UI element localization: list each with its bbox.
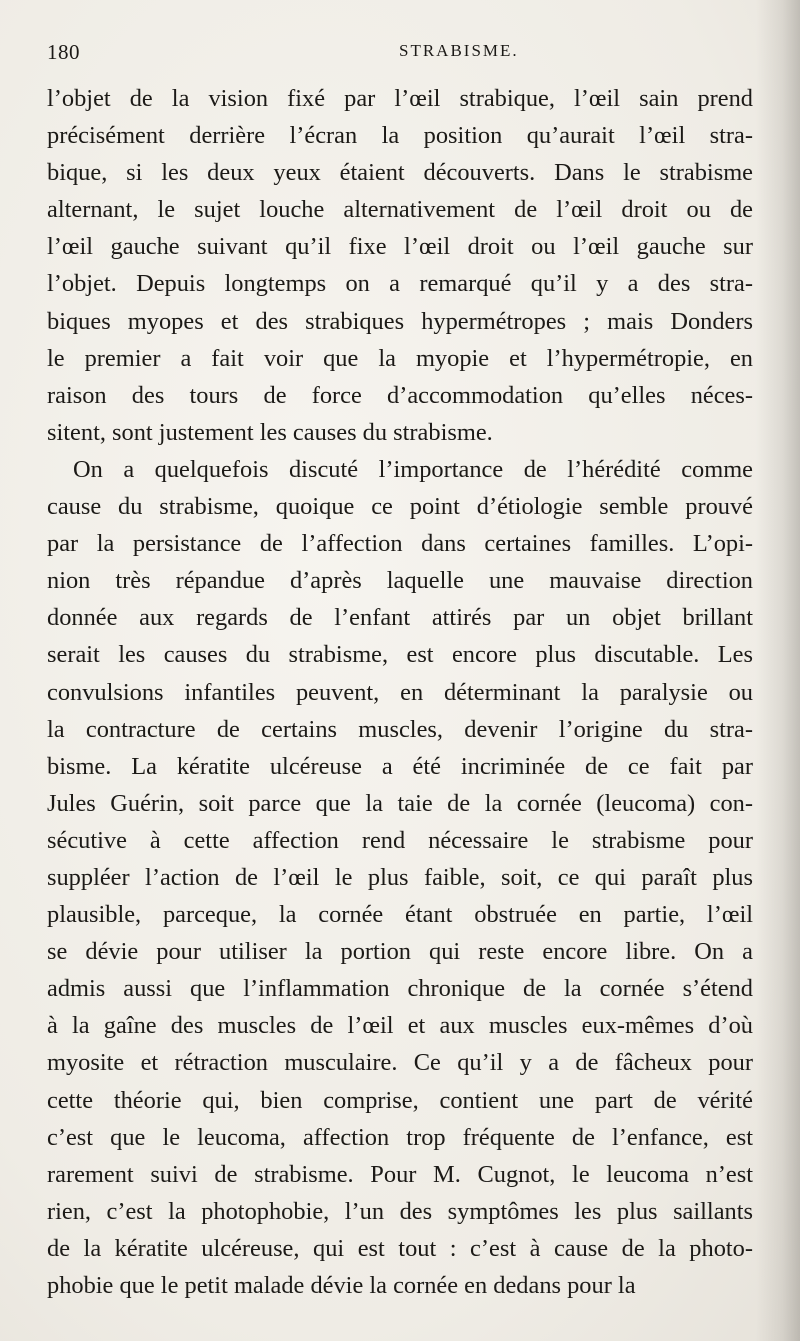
text-line: précisément derrière l’écran la position qu’aurait l’œil stra- (47, 122, 753, 150)
text-line: cause du strabisme, quoique ce point d’étiologie semble prouvé (47, 493, 753, 521)
text-line: rien, c’est la photophobie, l’un des symptômes les plus saillants (47, 1197, 753, 1225)
page-number: 180 (47, 40, 80, 64)
page-gutter-shadow (756, 0, 800, 1341)
text-line: alternant, le sujet louche alternativement de l’œil droit ou de (47, 196, 753, 224)
text-line: la contracture de certains muscles, devenir l’origine du stra- (47, 715, 753, 743)
text-line: sitent, sont justement les causes du strabisme. (47, 418, 493, 446)
text-line: cette théorie qui, bien comprise, contient une part de vérité (47, 1086, 753, 1114)
text-line: de la kératite ulcéreuse, qui est tout : c’est à cause de la photo- (47, 1234, 753, 1262)
text-line: le premier a fait voir que la myopie et l’hypermétropie, en (47, 344, 753, 372)
text-line: donnée aux regards de l’enfant attirés par un objet brillant (47, 604, 753, 632)
text-line: l’objet. Depuis longtemps on a remarqué qu’il y a des stra- (47, 270, 753, 298)
text-line: à la gaîne des muscles de l’œil et aux muscles eux-mêmes d’où (47, 1012, 753, 1040)
text-line: convulsions infantiles peuvent, en déterminant la paralysie ou (47, 678, 753, 706)
text-line: plausible, parceque, la cornée étant obstruée en partie, l’œil (47, 901, 753, 929)
running-title: STRABISME. (399, 41, 519, 60)
text-line: sécutive à cette affection rend nécessaire le strabisme pour (47, 826, 753, 854)
text-line: se dévie pour utiliser la portion qui reste encore libre. On a (47, 938, 753, 966)
text-line: Jules Guérin, soit parce que la taie de la cornée (leucoma) con- (47, 789, 753, 817)
text-line: c’est que le leucoma, affection trop fréquente de l’enfance, est (47, 1123, 753, 1151)
text-line: biques myopes et des strabiques hypermétropes ; mais Donders (47, 307, 753, 335)
text-line: l’œil gauche suivant qu’il fixe l’œil droit ou l’œil gauche sur (47, 233, 753, 261)
body-text (47, 80, 753, 1304)
text-line: bique, si les deux yeux étaient découverts. Dans le strabisme (47, 159, 753, 187)
text-line: bisme. La kératite ulcéreuse a été incriminée de ce fait par (47, 752, 753, 780)
page-header (47, 40, 747, 70)
text-line: phobie que le petit malade dévie la cornée en dedans pour la (47, 1272, 636, 1299)
text-line: par la persistance de l’affection dans certaines familles. L’opi- (47, 530, 753, 558)
text-line: suppléer l’action de l’œil le plus faible, soit, ce qui paraît plus (47, 863, 753, 891)
text-line: rarement suivi de strabisme. Pour M. Cugnot, le leucoma n’est (47, 1160, 753, 1188)
text-line: serait les causes du strabisme, est encore plus discutable. Les (47, 641, 753, 669)
text-line: On a quelquefois discuté l’importance de l’hérédité comme (73, 455, 753, 483)
text-line: l’objet de la vision fixé par l’œil strabique, l’œil sain prend (47, 85, 753, 112)
text-line: admis aussi que l’inflammation chronique de la cornée s’étend (47, 975, 753, 1003)
text-line: nion très répandue d’après laquelle une mauvaise direction (47, 567, 753, 595)
text-line: raison des tours de force d’accommodation qu’elles néces- (47, 381, 753, 409)
text-line: myosite et rétraction musculaire. Ce qu’il y a de fâcheux pour (47, 1049, 753, 1077)
paragraph (47, 451, 753, 1304)
paragraph (47, 80, 753, 451)
